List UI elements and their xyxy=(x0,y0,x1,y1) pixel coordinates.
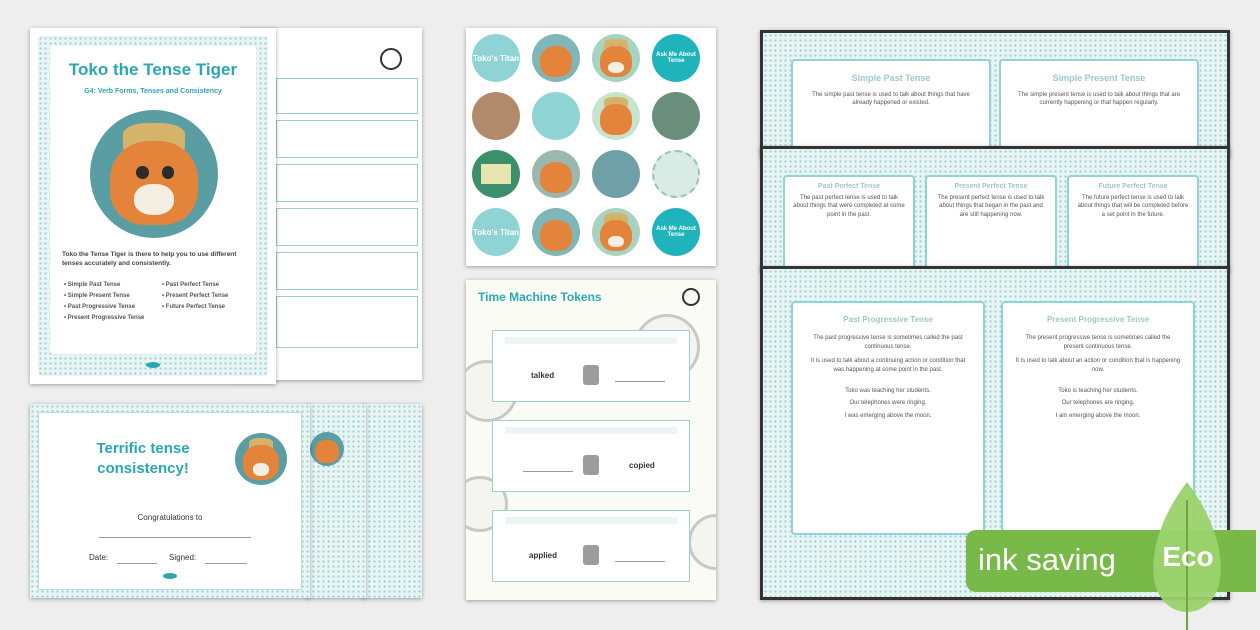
tense-list-right xyxy=(162,280,262,313)
certificate-title: Terrific tense consistency! xyxy=(96,440,190,478)
tiger-illustration xyxy=(90,110,218,238)
sticker: Toko's Titan xyxy=(472,208,520,256)
sticker xyxy=(652,150,700,198)
sticker xyxy=(532,208,580,256)
card-line: Toko is teaching her students. xyxy=(1058,387,1138,394)
sticker: Ask Me About Tense xyxy=(652,208,700,256)
certificate-page xyxy=(30,404,310,598)
token-card xyxy=(492,510,690,582)
tokens-sheet xyxy=(466,280,716,600)
card-title: Present Perfect Tense xyxy=(954,183,1028,190)
card-past-progressive xyxy=(791,301,985,535)
card-title: Present Progressive Tense xyxy=(1046,315,1150,324)
certificate-back xyxy=(362,404,422,598)
tense-list-left xyxy=(64,280,164,324)
answer-line xyxy=(615,561,665,562)
card-line: It is used to talk about a continuing action or condition that was happening at some point in the past. xyxy=(810,358,966,374)
sticker xyxy=(652,92,700,140)
tense-item: • Present Progressive Tense xyxy=(64,315,145,321)
token-card xyxy=(492,330,690,402)
card-text: The present perfect tense is used to talk about things that began in the past and are still happening now. xyxy=(937,195,1045,218)
question-box xyxy=(276,120,418,158)
card-line: The present progressive tense is sometimes called the present continuous tense. xyxy=(1025,335,1171,350)
card-future-perfect xyxy=(1067,175,1199,272)
token-word: applied xyxy=(529,551,558,560)
eco-label: Eco xyxy=(1162,541,1214,572)
signed-label: Signed: xyxy=(169,553,197,562)
tense-item: • Present Perfect Tense xyxy=(162,293,229,299)
tokens-title: Time Machine Tokens xyxy=(478,290,602,304)
sticker xyxy=(532,92,580,140)
sticker xyxy=(592,150,640,198)
card-line: I am emerging above the moon. xyxy=(1055,413,1141,420)
card-simple-past xyxy=(791,59,991,158)
card-text: The simple present tense is used to talk about things that are currently happening or that happen regularly. xyxy=(1017,92,1181,107)
card-text: The future perfect tense is used to talk about things that will be completed before a set point in the future. xyxy=(1077,195,1189,218)
card-text xyxy=(1003,324,1193,431)
brand-logo-icon xyxy=(163,573,177,579)
tense-item: • Future Perfect Tense xyxy=(162,304,226,310)
card-text: The simple past tense is used to talk about things that have already happened or existed. xyxy=(812,92,970,107)
sticker xyxy=(532,34,580,82)
name-line xyxy=(99,537,251,538)
sticker xyxy=(592,208,640,256)
logo-icon xyxy=(682,288,700,306)
question-box xyxy=(276,78,418,114)
tiger-eye xyxy=(136,166,149,179)
sticker xyxy=(592,34,640,82)
card-sheet-perfect xyxy=(760,146,1230,272)
tiger-illustration xyxy=(310,432,344,466)
brand-logo-icon xyxy=(146,362,160,368)
clock-decoration xyxy=(688,514,716,570)
sticker: Toko's Titan xyxy=(472,34,520,82)
question-box xyxy=(276,296,418,348)
certificate-back xyxy=(306,404,366,598)
card-title: Past Progressive Tense xyxy=(843,315,933,324)
card-line: The past progressive tense is sometimes called the past continuous tense. xyxy=(813,335,963,350)
question-box xyxy=(276,164,418,202)
card-line: I was emerging above the moon. xyxy=(844,413,932,420)
tense-item: • Simple Present Tense xyxy=(64,293,130,299)
question-box xyxy=(276,208,418,246)
machine-icon xyxy=(583,455,599,475)
card-title: Future Perfect Tense xyxy=(1098,183,1168,190)
sticker xyxy=(592,92,640,140)
cover-intro: Toko the Tense Tiger is there to help you to use different tenses accurately and consistently. xyxy=(62,251,237,268)
cover-inner xyxy=(50,46,256,354)
card-text: The past perfect tense is used to talk about things that were completed at some point in the past. xyxy=(793,195,905,218)
sticker: Ask Me About Tense xyxy=(652,34,700,82)
cover-subtitle: G4: Verb Forms, Tenses and Consistency xyxy=(84,88,222,95)
machine-icon xyxy=(583,545,599,565)
card-line: It is used to talk about an action or condition that is happening now. xyxy=(1015,358,1181,374)
sticker xyxy=(472,92,520,140)
token-card xyxy=(492,420,690,492)
date-line xyxy=(117,563,157,564)
cover-page xyxy=(30,28,276,384)
congrats-label: Congratulations to xyxy=(137,513,203,522)
tense-item: • Past Perfect Tense xyxy=(162,282,220,288)
tiger-muzzle xyxy=(134,184,175,215)
card-line: Our telephones are ringing. xyxy=(1061,400,1135,407)
card-past-perfect xyxy=(783,175,915,272)
signed-line xyxy=(205,563,247,564)
card-title: Past Perfect Tense xyxy=(817,183,881,190)
date-label: Date: xyxy=(89,553,109,562)
answer-line xyxy=(523,471,573,472)
sticker xyxy=(472,150,520,198)
certificate-inner xyxy=(38,412,302,590)
tense-item: • Past Progressive Tense xyxy=(64,304,136,310)
card-simple-present xyxy=(999,59,1199,158)
sticker xyxy=(532,150,580,198)
machine-icon xyxy=(583,365,599,385)
cover-title: Toko the Tense Tiger xyxy=(68,60,238,79)
logo-icon xyxy=(380,48,402,70)
sticker-sheet xyxy=(466,28,716,266)
card-title: Simple Present Tense xyxy=(1052,73,1146,83)
tense-item: • Simple Past Tense xyxy=(64,282,121,288)
card-line: Toko was teaching her students. xyxy=(845,387,931,394)
card-title: Simple Past Tense xyxy=(851,73,931,83)
ink-saving-label: ink saving xyxy=(978,542,1116,577)
token-word: talked xyxy=(531,371,555,380)
card-text xyxy=(793,324,983,431)
tiger-illustration xyxy=(235,433,287,485)
card-sheet-simple xyxy=(760,30,1230,158)
cover-border xyxy=(38,36,268,376)
token-word: copied xyxy=(629,461,655,470)
card-present-perfect xyxy=(925,175,1057,272)
question-box xyxy=(276,252,418,290)
answer-line xyxy=(615,381,665,382)
card-line: Our telephones were ringing. xyxy=(849,400,927,407)
